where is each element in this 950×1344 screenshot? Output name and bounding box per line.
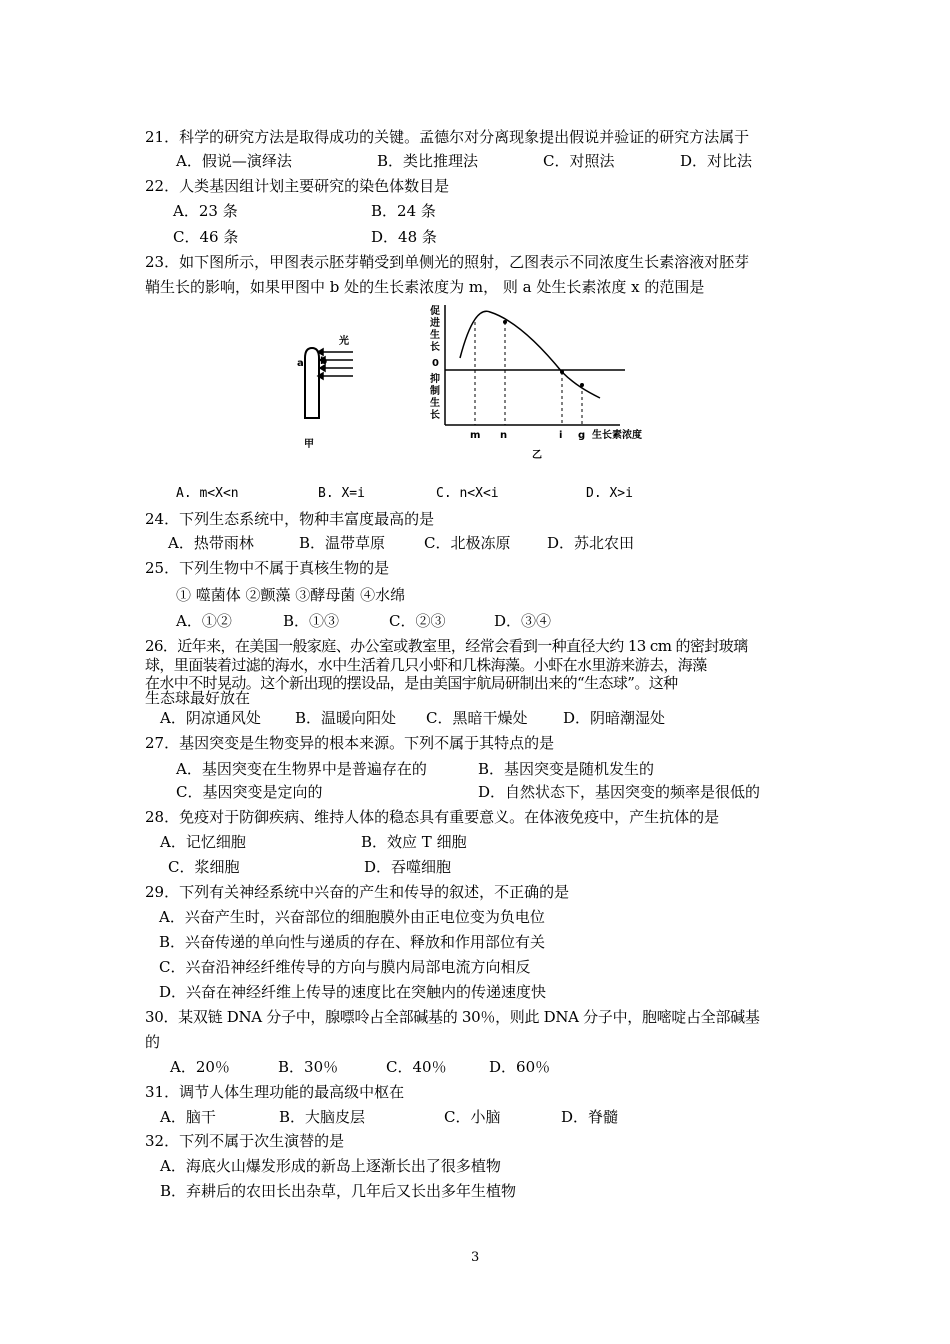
- q26-line4: 生态球最好放在: [145, 689, 251, 707]
- q22-option-b: B．24 条: [371, 202, 436, 220]
- point-g: [580, 383, 584, 387]
- coleoptile-shape: [305, 348, 319, 418]
- q21-option-a: A．假说—演绎法: [176, 152, 292, 170]
- q27-option-a: A．基因突变在生物界中是普遍存在的: [176, 760, 427, 778]
- q31-stem: 31．调节人体生理功能的最高级中枢在: [145, 1083, 405, 1101]
- tick-n: n: [500, 430, 508, 441]
- q25-option-c: C．②③: [389, 612, 446, 630]
- q27-option-d: D．自然状态下，基因突变的频率是很低的: [478, 783, 761, 801]
- q32-option-b: B．弃耕后的农田长出杂草，几年后又长出多年生植物: [160, 1182, 517, 1200]
- figure-jia: [295, 330, 365, 450]
- q29-stem: 29．下列有关神经系统中兴奋的产生和传导的叙述，不正确的是: [145, 883, 570, 901]
- q26-option-a: A．阴凉通风处: [160, 709, 261, 727]
- svg-text:促: 促: [430, 306, 440, 317]
- q25-items: ① 噬菌体 ②颤藻 ③酵母菌 ④水绵: [176, 586, 406, 604]
- yi-caption: 乙: [532, 450, 542, 461]
- svg-text:生: 生: [430, 330, 440, 341]
- q29-option-a: A．兴奋产生时，兴奋部位的细胞膜外由正电位变为负电位: [159, 908, 545, 926]
- q31-option-b: B．大脑皮层: [279, 1108, 366, 1126]
- q22-option-a: A．23 条: [173, 202, 238, 220]
- q29-option-d: D．兴奋在神经纤维上传导的速度比在突触内的传递速度快: [159, 983, 547, 1001]
- q32-option-a: A．海底火山爆发形成的新岛上逐渐长出了很多植物: [160, 1157, 501, 1175]
- point-i: [560, 370, 564, 374]
- q25-option-d: D．③④: [494, 612, 552, 630]
- q24-option-d: D．苏北农田: [547, 534, 635, 552]
- q25-option-a: A．①②: [176, 612, 232, 630]
- q26-option-d: D．阴暗潮湿处: [563, 709, 666, 727]
- svg-text:长: 长: [430, 410, 440, 421]
- q22-stem: 22．人类基因组计划主要研究的染色体数目是: [145, 177, 450, 195]
- light-label: 光: [339, 336, 349, 347]
- q21-option-d: D．对比法: [680, 152, 753, 170]
- q25-option-b: B．①③: [283, 612, 340, 630]
- q29-option-b: B．兴奋传递的单向性与递质的存在、释放和作用部位有关: [159, 933, 546, 951]
- q30-option-d: D．60％: [489, 1058, 551, 1076]
- q21-option-c: C．对照法: [543, 152, 615, 170]
- figure-yi: [420, 300, 670, 465]
- point-n: [503, 320, 507, 324]
- q25-stem: 25．下列生物中不属于真核生物的是: [145, 559, 390, 577]
- q21-stem: 21．科学的研究方法是取得成功的关键。孟德尔对分离现象提出假说并验证的研究方法属于: [145, 128, 750, 146]
- q26-option-c: C．黑暗干燥处: [426, 709, 528, 727]
- y-axis-top-label: [429, 304, 440, 353]
- growth-curve: [460, 311, 600, 398]
- q27-stem: 27．基因突变是生物变异的根本来源。下列不属于其特点的是: [145, 734, 555, 752]
- q30-option-c: C．40％: [386, 1058, 447, 1076]
- q31-option-a: A．脑干: [160, 1108, 216, 1126]
- q23-option-d: D. X>i: [586, 486, 633, 501]
- q28-option-b: B．效应 T 细胞: [361, 833, 467, 851]
- jia-caption: 甲: [304, 439, 314, 450]
- q22-option-c: C．46 条: [173, 228, 239, 246]
- svg-text:抑: 抑: [430, 374, 440, 385]
- q21-option-b: B．类比推理法: [377, 152, 479, 170]
- q28-option-a: A．记忆细胞: [160, 833, 246, 851]
- q22-option-d: D．48 条: [371, 228, 437, 246]
- svg-text:制: 制: [430, 386, 440, 397]
- q28-option-d: D．吞噬细胞: [364, 858, 452, 876]
- q26-line1: 26．近年来，在美国一般家庭、办公室或教室里，经常会看到一种直径大约 13 cm 的密封玻璃: [145, 637, 748, 655]
- q24-option-a: A．热带雨林: [168, 534, 254, 552]
- x-axis-label: 生长素浓度: [592, 430, 642, 441]
- q27-option-c: C．基因突变是定向的: [176, 783, 323, 801]
- tick-m: m: [470, 430, 481, 441]
- q29-option-c: C．兴奋沿神经纤维传导的方向与膜内局部电流方向相反: [159, 958, 531, 976]
- q28-option-c: C．浆细胞: [168, 858, 240, 876]
- page-number: 3: [471, 1250, 480, 1265]
- tick-g: g: [578, 430, 586, 441]
- zero-label: 0: [432, 358, 439, 369]
- q26-line2: 球，里面装着过滤的海水，水中生活着几只小虾和几株海藻。小虾在水里游来游去，海藻: [145, 656, 707, 674]
- q28-stem: 28．免疫对于防御疾病、维持人体的稳态具有重要意义。在体液免疫中，产生抗体的是: [145, 808, 720, 826]
- q31-option-d: D．脊髓: [561, 1108, 619, 1126]
- q23-option-c: C. n<X<i: [436, 486, 499, 501]
- q30-option-b: B．30％: [278, 1058, 339, 1076]
- label-a: a: [297, 358, 304, 369]
- q23-option-a: A. m<X<n: [176, 486, 239, 501]
- q30-stem-line1: 30．某双链 DNA 分子中，腺嘌呤占全部碱基的 30％，则此 DNA 分子中，胞嘧啶占全部碱基: [145, 1008, 760, 1026]
- q23-option-b: B. X=i: [318, 486, 365, 501]
- q26-line3: 在水中不时晃动。这个新出现的摆设品，是由美国宇航局研制出来的“生态球”。这种: [145, 674, 678, 692]
- q23-stem-line2: 鞘生长的影响，如果甲图中 b 处的生长素浓度为 m， 则 a 处生长素浓度 x 的范围是: [145, 278, 705, 296]
- q26-option-b: B．温暖向阳处: [295, 709, 397, 727]
- svg-text:长: 长: [430, 342, 440, 353]
- y-axis-bottom-label: [430, 372, 440, 421]
- svg-text:生: 生: [430, 398, 440, 409]
- guide-lines: [475, 322, 582, 425]
- q23-stem-line1: 23．如下图所示，甲图表示胚芽鞘受到单侧光的照射，乙图表示不同浓度生长素溶液对胚芽: [145, 253, 750, 271]
- q27-option-b: B．基因突变是随机发生的: [478, 760, 655, 778]
- q32-stem: 32．下列不属于次生演替的是: [145, 1132, 345, 1150]
- q31-option-c: C．小脑: [444, 1108, 501, 1126]
- label-b: b: [320, 356, 328, 367]
- q30-option-a: A．20％: [170, 1058, 230, 1076]
- q24-stem: 24．下列生态系统中，物种丰富度最高的是: [145, 510, 435, 528]
- q24-option-b: B．温带草原: [299, 534, 386, 552]
- svg-text:进: 进: [430, 318, 440, 329]
- q30-stem-line2: 的: [145, 1033, 161, 1051]
- tick-i: i: [559, 430, 563, 441]
- q24-option-c: C．北极冻原: [424, 534, 511, 552]
